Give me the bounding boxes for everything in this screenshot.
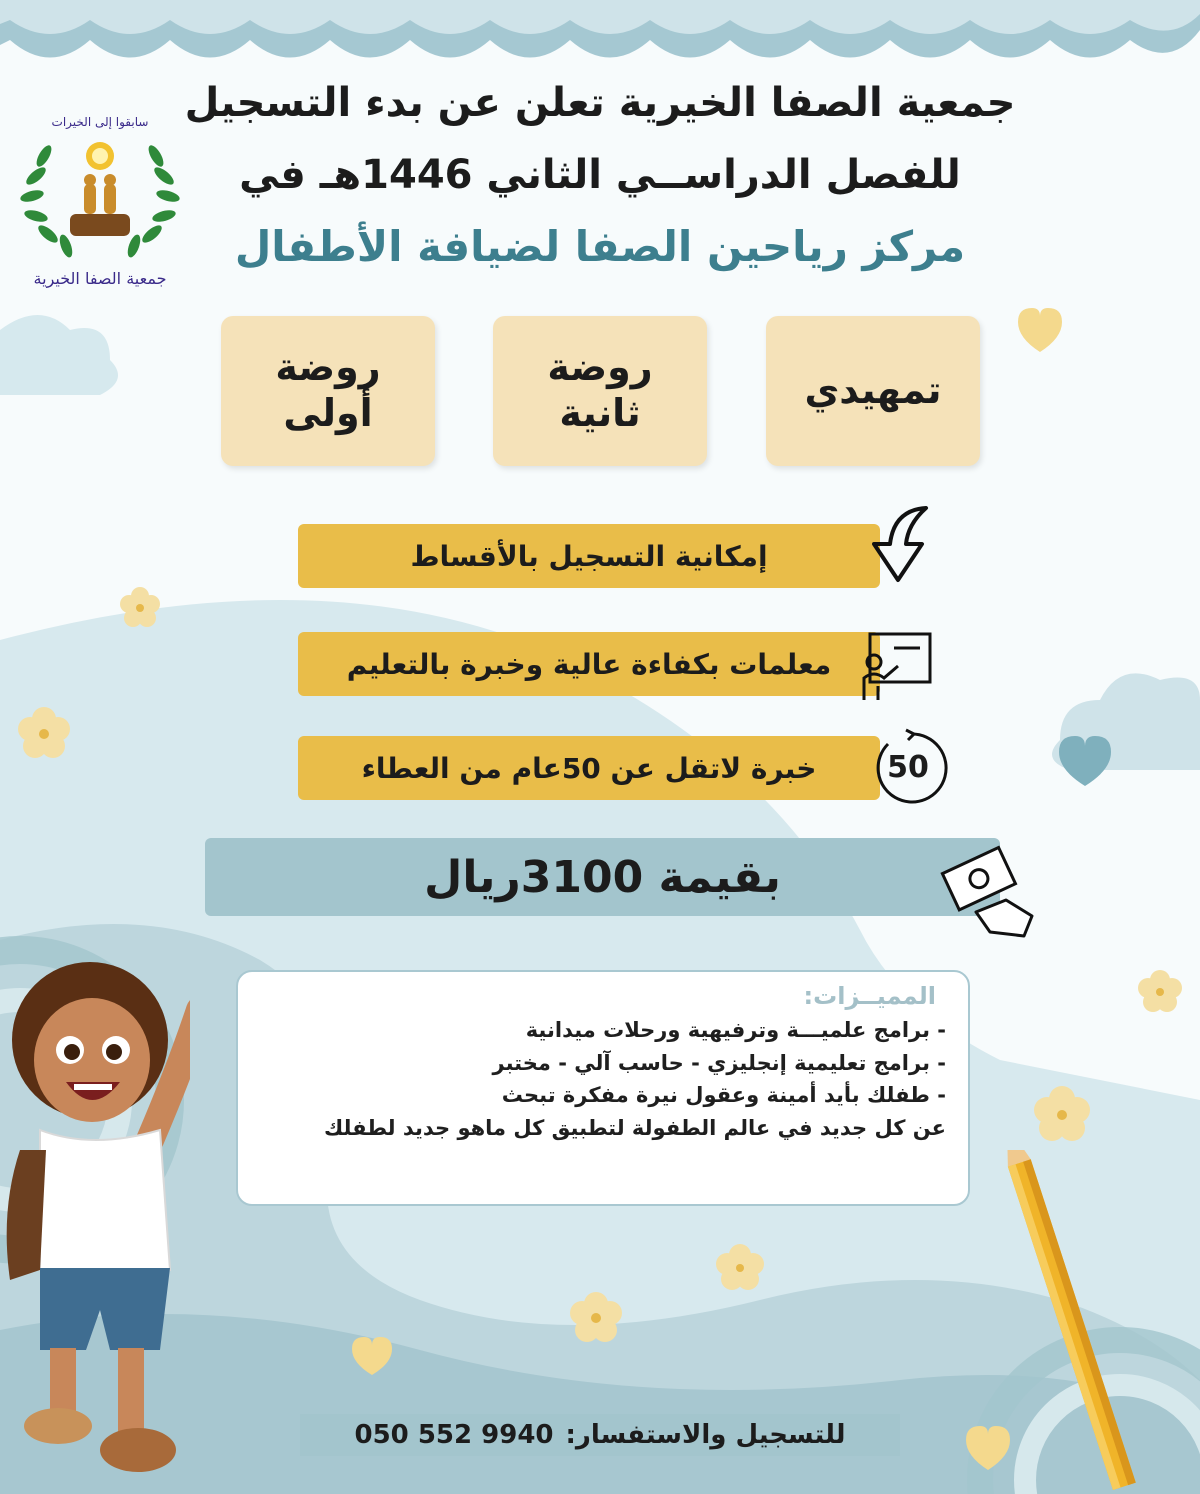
logo-top-text: سابقوا إلى الخيرات: [51, 115, 149, 129]
level-label: روضة: [547, 345, 653, 390]
money-hand-icon: [936, 842, 1040, 942]
headline-announcement: جمعية الصفا الخيرية تعلن عن بدء التسجيل: [184, 80, 1016, 126]
feature-teachers: [298, 632, 880, 696]
pencil-illustration: [990, 1150, 1140, 1494]
price-bar: [205, 838, 1000, 916]
feature-experience-text: خبرة لاتقل عن 50عام من العطاء: [361, 751, 817, 785]
curved-down-arrow-icon: [860, 504, 940, 584]
advantages-box: [236, 970, 970, 1206]
logo-bottom-text: جمعية الصفا الخيرية: [33, 269, 167, 288]
headline-semester: للفصل الدراســي الثاني 1446هـ في: [239, 152, 961, 198]
contact-label: للتسجيل والاستفسار:: [565, 1420, 846, 1450]
level-label: أولى: [283, 391, 373, 435]
advantages-line: - برامج علميـــة وترفيهية ورحلات ميدانية: [525, 1018, 946, 1042]
contact-bar: [300, 1414, 900, 1456]
level-label: تمهيدي: [804, 368, 942, 413]
happy-child-illustration: [0, 950, 190, 1490]
teacher-board-icon: [854, 626, 934, 706]
level-card-rawda-1: [221, 316, 435, 466]
level-label: روضة: [275, 345, 381, 390]
contact-phone[interactable]: 050 552 9940: [354, 1420, 554, 1450]
advantages-line: - طفلك بأيد أمينة وعقول نيرة مفكرة تبحث: [501, 1083, 946, 1108]
advantages-line: عن كل جديد في عالم الطفولة لتطبيق كل ماهو جديد لطفلك: [323, 1115, 946, 1140]
level-card-tamhidi: [766, 316, 980, 466]
fifty-badge-text: 50: [887, 750, 929, 785]
feature-teachers-text: معلمات بكفاءة عالية وخبرة بالتعليم: [346, 647, 832, 681]
feature-experience: [298, 736, 880, 800]
association-logo: [14, 96, 186, 296]
feature-installments-text: إمكانية التسجيل بالأقساط: [410, 539, 768, 573]
level-label: ثانية: [559, 391, 641, 435]
advantages-title: المميــزات:: [803, 982, 936, 1010]
center-name: مركز رياحين الصفا لضيافة الأطفال: [234, 222, 966, 271]
advantages-line: - برامج تعليمية إنجليزي - حاسب آلي - مختبر: [492, 1050, 946, 1075]
price-text: بقيمة 3100ريال: [424, 851, 781, 903]
level-card-rawda-2: [493, 316, 707, 466]
feature-installments: [298, 524, 880, 588]
